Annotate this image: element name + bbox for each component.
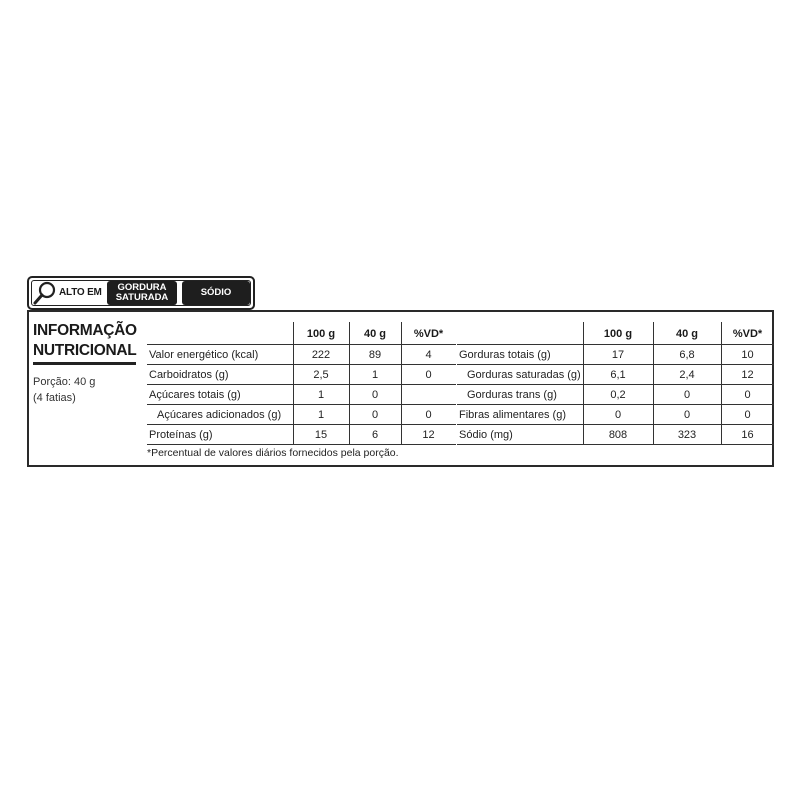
nutrient-label: Gorduras totais (g) [459,349,551,361]
nutrient-value-v100: 808 [608,429,628,441]
nutrient-value-v40: 89 [368,349,382,361]
row-rule [147,424,456,425]
nutrient-value-v40: 6,8 [679,349,695,361]
nutrient-value-vd: 16 [741,429,754,441]
portion-info [33,374,95,406]
column-header: %VD* [732,328,763,340]
nutrient-value-v40: 323 [677,429,697,441]
nutrient-value-vd [401,385,456,405]
nutrient-value-vd: 12 [422,429,435,441]
warning-prefix: ALTO EM [59,287,102,298]
nutrient-value-v100: 0,2 [610,389,626,401]
title-line-1: INFORMAÇÃO [33,322,137,339]
nutrition-facts-panel [27,310,774,467]
nutrient-label: Valor energético (kcal) [149,349,259,361]
magnifier-icon [32,280,58,306]
nutrient-label: Fibras alimentares (g) [459,409,566,421]
column-header: 100 g [603,328,633,340]
column-header: 100 g [306,328,336,340]
nutrient-value-v100: 222 [311,349,331,361]
row-rule [457,424,774,425]
warning-chip-sodio [182,281,250,305]
nutrient-label: Açúcares totais (g) [149,389,241,401]
nutrient-value-v40: 2,4 [679,369,695,381]
nutrient-value-v100: 1 [317,409,325,421]
portion-size: Porção: 40 g [33,376,96,388]
nutrient-value-v100: 1 [317,389,325,401]
title-rule [33,362,136,365]
row-rule [147,364,456,365]
nutrient-value-vd: 0 [425,369,432,381]
panel-title [33,321,137,361]
nutrient-label: Açúcares adicionados (g) [157,409,282,421]
nutrient-value-v100: 0 [614,409,622,421]
front-of-pack-warning [27,276,255,310]
row-rule [457,364,774,365]
nutrient-label: Proteínas (g) [149,429,213,441]
warning-chip-gordura-saturada [107,281,177,305]
nutrient-value-vd: 0 [744,389,751,401]
header-rule [457,344,774,345]
nutrient-value-v100: 17 [611,349,625,361]
nutrient-value-v100: 6,1 [610,369,626,381]
nutrient-value-v40: 0 [371,389,379,401]
nutrient-label: Gorduras trans (g) [467,389,557,401]
column-header: 40 g [675,328,698,340]
nutrient-value-v40: 0 [683,389,691,401]
nutrient-value-v40: 0 [371,409,379,421]
column-header: %VD* [413,328,444,340]
row-rule [147,404,456,405]
row-rule [457,444,774,445]
nutrient-value-vd: 0 [425,409,432,421]
title-line-2: NUTRICIONAL [33,342,137,359]
nutrient-value-vd: 0 [744,409,751,421]
nutrient-value-v40: 0 [683,409,691,421]
column-header: 40 g [363,328,386,340]
nutrient-value-vd: 4 [425,349,432,361]
footnote: *Percentual de valores diários fornecidos pela porção. [147,447,399,459]
nutrient-value-vd: 10 [741,349,754,361]
row-rule [457,384,774,385]
portion-units: (4 fatias) [33,392,76,404]
warning-chip-label: GORDURA SATURADA [115,282,169,303]
nutrient-label: Gorduras saturadas (g) [467,369,581,381]
nutrient-value-v100: 2,5 [313,369,329,381]
header-rule [147,344,456,345]
row-rule [457,404,774,405]
row-rule [147,384,456,385]
nutrient-value-v40: 1 [371,369,379,381]
row-rule [147,444,456,445]
nutrient-value-v40: 6 [371,429,379,441]
nutrient-value-vd: 12 [741,369,754,381]
nutrient-label: Carboidratos (g) [149,369,229,381]
nutrient-label: Sódio (mg) [459,429,513,441]
nutrient-value-v100: 15 [314,429,328,441]
warning-chip-label: SÓDIO [200,287,232,298]
